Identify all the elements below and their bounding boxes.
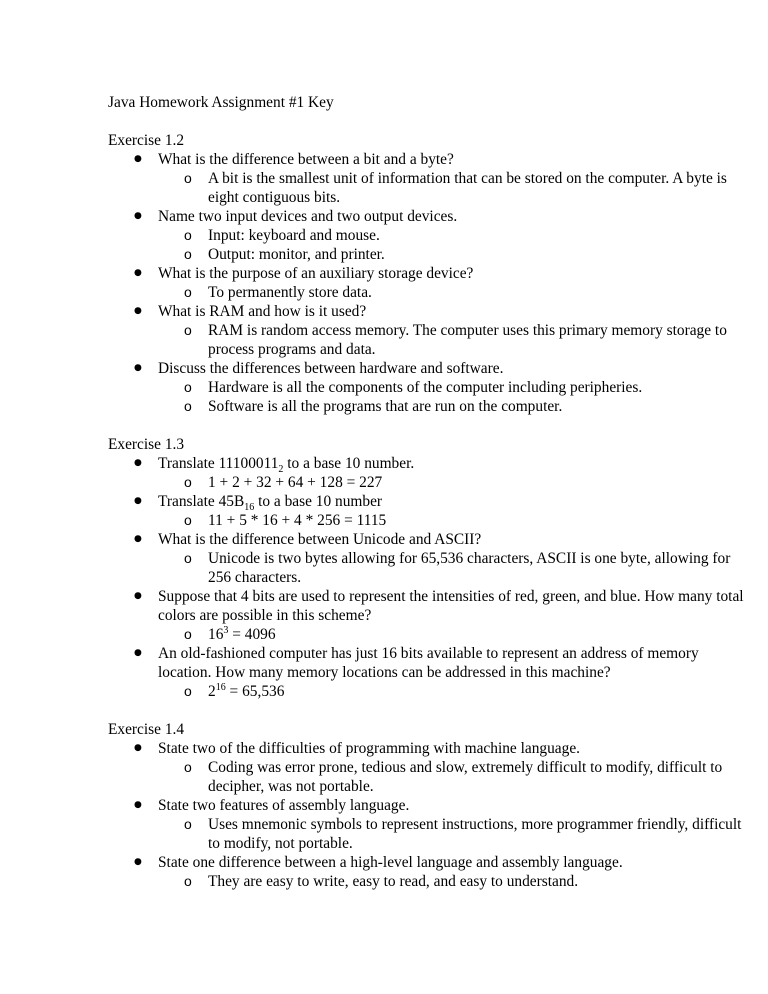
answer-text bbox=[208, 683, 284, 700]
question-item bbox=[108, 359, 748, 416]
bullet-icon: ● bbox=[134, 211, 142, 221]
exercise-sections bbox=[108, 131, 748, 891]
exercise-section bbox=[108, 435, 748, 701]
circle-bullet-icon: o bbox=[184, 398, 192, 414]
answer-text: Input: keyboard and mouse. bbox=[208, 227, 380, 244]
circle-bullet-icon: o bbox=[184, 379, 192, 395]
circle-bullet-icon: o bbox=[184, 683, 192, 699]
answer-item bbox=[158, 283, 748, 302]
text-run: Translate 45B bbox=[158, 493, 245, 510]
document-page bbox=[108, 93, 748, 910]
subscript: 2 bbox=[278, 464, 284, 476]
circle-bullet-icon: o bbox=[184, 246, 192, 262]
bullet-icon: ● bbox=[134, 154, 142, 164]
answer-text: Output: monitor, and printer. bbox=[208, 246, 385, 263]
text-run: = 65,536 bbox=[225, 683, 285, 700]
bullet-icon: ● bbox=[134, 363, 142, 373]
question-item bbox=[108, 587, 748, 644]
question-text bbox=[158, 455, 415, 476]
exercise-section bbox=[108, 131, 748, 416]
question-list bbox=[108, 454, 748, 701]
answer-text: Hardware is all the components of the computer including peripheries. bbox=[208, 379, 643, 396]
question-item bbox=[108, 796, 748, 853]
question-text bbox=[158, 493, 383, 514]
answer-text: 11 + 5 * 16 + 4 * 256 = 1115 bbox=[208, 512, 387, 529]
answer-item bbox=[158, 226, 748, 245]
answer-text bbox=[208, 626, 276, 643]
question-text: What is the difference between a bit and a byte? bbox=[158, 151, 454, 168]
text-run: to a base 10 number. bbox=[283, 455, 415, 472]
answer-list bbox=[158, 378, 748, 416]
bullet-icon: ● bbox=[134, 857, 142, 867]
question-text: State two of the difficulties of programming with machine language. bbox=[158, 740, 580, 757]
section-heading: Exercise 1.3 bbox=[108, 436, 185, 453]
answer-list bbox=[158, 758, 748, 796]
question-text: State two features of assembly language. bbox=[158, 797, 410, 814]
circle-bullet-icon: o bbox=[184, 322, 192, 338]
question-text: Name two input devices and two output devices. bbox=[158, 208, 458, 225]
answer-list bbox=[158, 872, 748, 891]
text-run: to a base 10 number bbox=[254, 493, 383, 510]
circle-bullet-icon: o bbox=[184, 759, 192, 775]
answer-text: They are easy to write, easy to read, and easy to understand. bbox=[208, 873, 579, 890]
circle-bullet-icon: o bbox=[184, 873, 192, 889]
question-item bbox=[108, 302, 748, 359]
superscript: 3 bbox=[223, 624, 229, 636]
question-text: What is the difference between Unicode and ASCII? bbox=[158, 531, 482, 548]
answer-list bbox=[158, 511, 748, 530]
question-list bbox=[108, 150, 748, 416]
answer-item bbox=[158, 511, 748, 530]
question-item bbox=[108, 739, 748, 796]
answer-item bbox=[158, 473, 748, 492]
question-item bbox=[108, 530, 748, 587]
bullet-icon: ● bbox=[134, 268, 142, 278]
bullet-icon: ● bbox=[134, 306, 142, 316]
question-text: What is RAM and how is it used? bbox=[158, 303, 367, 320]
question-item bbox=[108, 492, 748, 530]
answer-item bbox=[158, 758, 748, 796]
answer-list bbox=[158, 549, 748, 587]
question-list bbox=[108, 739, 748, 891]
question-item bbox=[108, 150, 748, 207]
circle-bullet-icon: o bbox=[184, 170, 192, 186]
answer-list bbox=[158, 283, 748, 302]
subscript: 16 bbox=[244, 502, 255, 514]
answer-item bbox=[158, 397, 748, 416]
question-item bbox=[108, 853, 748, 891]
answer-item bbox=[158, 549, 748, 587]
answer-item bbox=[158, 682, 748, 701]
bullet-icon: ● bbox=[134, 743, 142, 753]
circle-bullet-icon: o bbox=[184, 227, 192, 243]
answer-list bbox=[158, 321, 748, 359]
answer-list bbox=[158, 169, 748, 207]
answer-list bbox=[158, 473, 748, 492]
answer-text: Coding was error prone, tedious and slow, extremely difficult to modify, difficult to decipher, was not portable. bbox=[208, 759, 723, 795]
question-item bbox=[108, 454, 748, 492]
answer-text: RAM is random access memory. The computer uses this primary memory storage to process programs and data. bbox=[208, 322, 727, 358]
answer-item bbox=[158, 625, 748, 644]
question-text: An old-fashioned computer has just 16 bits available to represent an address of memory location. How many memory locations can be addressed in this machine? bbox=[158, 645, 699, 681]
text-run: = 4096 bbox=[228, 626, 276, 643]
answer-item bbox=[158, 378, 748, 397]
bullet-icon: ● bbox=[134, 496, 142, 506]
question-item bbox=[108, 644, 748, 701]
exercise-section bbox=[108, 720, 748, 891]
question-text: Suppose that 4 bits are used to represent the intensities of red, green, and blue. How many total colors are possible in this scheme? bbox=[158, 588, 744, 624]
section-heading: Exercise 1.2 bbox=[108, 132, 185, 149]
question-text: State one difference between a high-level language and assembly language. bbox=[158, 854, 623, 871]
answer-list bbox=[158, 815, 748, 853]
text-run: 16 bbox=[208, 626, 224, 643]
circle-bullet-icon: o bbox=[184, 474, 192, 490]
question-text: Discuss the differences between hardware and software. bbox=[158, 360, 504, 377]
answer-list bbox=[158, 682, 748, 701]
answer-text: Unicode is two bytes allowing for 65,536 characters, ASCII is one byte, allowing for 256 characters. bbox=[208, 550, 731, 586]
answer-item bbox=[158, 815, 748, 853]
answer-text: To permanently store data. bbox=[208, 284, 372, 301]
question-item bbox=[108, 207, 748, 264]
bullet-icon: ● bbox=[134, 648, 142, 658]
circle-bullet-icon: o bbox=[184, 626, 192, 642]
question-item bbox=[108, 264, 748, 302]
circle-bullet-icon: o bbox=[184, 284, 192, 300]
bullet-icon: ● bbox=[134, 534, 142, 544]
circle-bullet-icon: o bbox=[184, 512, 192, 528]
bullet-icon: ● bbox=[134, 458, 142, 468]
section-heading: Exercise 1.4 bbox=[108, 721, 185, 738]
bullet-icon: ● bbox=[134, 800, 142, 810]
answer-list bbox=[158, 625, 748, 644]
question-text: What is the purpose of an auxiliary storage device? bbox=[158, 265, 474, 282]
text-run: Translate 11100011 bbox=[158, 455, 279, 472]
answer-text: 1 + 2 + 32 + 64 + 128 = 227 bbox=[208, 474, 383, 491]
answer-text: Software is all the programs that are run on the computer. bbox=[208, 398, 563, 415]
answer-text: A bit is the smallest unit of information that can be stored on the computer. A byte is eight contiguous bits. bbox=[208, 170, 727, 206]
answer-list bbox=[158, 226, 748, 264]
superscript: 16 bbox=[215, 681, 226, 693]
answer-item bbox=[158, 169, 748, 207]
document-title: Java Homework Assignment #1 Key bbox=[108, 94, 334, 111]
answer-text: Uses mnemonic symbols to represent instructions, more programmer friendly, difficult to modify, not portable. bbox=[208, 816, 742, 852]
circle-bullet-icon: o bbox=[184, 550, 192, 566]
answer-item bbox=[158, 245, 748, 264]
circle-bullet-icon: o bbox=[184, 816, 192, 832]
text-run: 2 bbox=[208, 683, 216, 700]
answer-item bbox=[158, 872, 748, 891]
bullet-icon: ● bbox=[134, 591, 142, 601]
answer-item bbox=[158, 321, 748, 359]
